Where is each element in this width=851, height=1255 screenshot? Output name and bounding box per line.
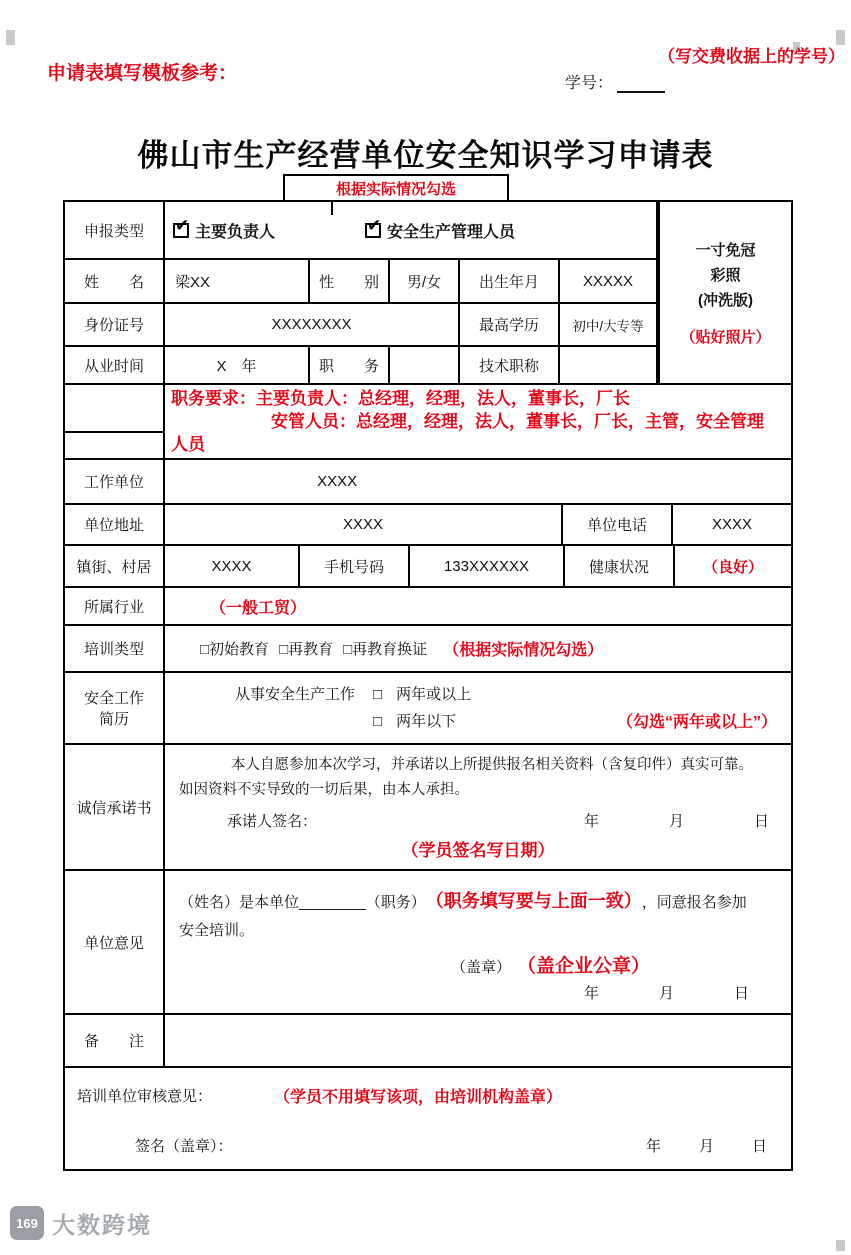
gender-label: 性 别	[310, 260, 390, 304]
requirement-line3: 人员	[171, 435, 205, 454]
unit-opinion-hint: （职务填写要与上面一致）	[425, 891, 642, 911]
resume-options	[373, 681, 471, 735]
unit-opinion-line1	[179, 887, 777, 913]
unit-opinion-label: 单位意见	[65, 871, 165, 1015]
day-label: 日	[733, 985, 749, 1002]
watermark	[10, 1206, 152, 1240]
resume-option-2: 两年以下	[396, 713, 457, 730]
unchecked-checkbox-icon[interactable]: □	[373, 686, 383, 703]
row-review	[65, 1068, 791, 1169]
name-value[interactable]: 梁XX	[165, 260, 310, 304]
seal-row	[451, 951, 777, 978]
id-label: 身份证号	[65, 304, 165, 347]
declare-type-label: 申报类型	[65, 202, 165, 260]
row-promise	[65, 745, 791, 871]
unit-opinion-content	[165, 871, 791, 1015]
declare-type-options	[165, 202, 658, 260]
row-town	[65, 546, 791, 588]
resume-option-row	[373, 708, 471, 735]
training-option-renewal[interactable]: □再教育换证	[343, 641, 428, 658]
tech-title-label: 技术职称	[460, 347, 560, 385]
training-option-initial[interactable]: □初始教育	[200, 641, 270, 658]
student-no-hint: （写交费收据上的学号）	[658, 47, 845, 66]
promise-hint: （学员签名写日期）	[401, 840, 555, 860]
position-requirements	[165, 385, 791, 460]
month-label: 月	[658, 985, 674, 1002]
review-hint: （学员不用填写该项，由培训机构盖章）	[274, 1089, 563, 1106]
industry-label: 所属行业	[65, 588, 165, 626]
review-sign-label[interactable]: 签名（盖章）：	[135, 1138, 233, 1155]
work-unit-label: 工作单位	[65, 460, 165, 505]
month-label: 月	[698, 1138, 714, 1155]
requirement-line2: 安管人员：总经理，经理，法人，董事长，厂长，主管，安全管理	[271, 412, 764, 431]
left-empty-column	[65, 385, 165, 460]
resume-option-row	[373, 681, 471, 708]
photo-text-line3: (冲洗版)	[698, 291, 753, 309]
unit-phone-value[interactable]: XXXX	[673, 505, 791, 546]
mobile-label: 手机号码	[300, 546, 410, 588]
promise-line2: 如因资料不实导致的一切后果，由本人承担。	[179, 781, 469, 798]
remarks-value[interactable]	[165, 1015, 791, 1068]
seal-label: （盖章）	[451, 959, 512, 976]
id-value[interactable]: XXXXXXXX	[165, 304, 460, 347]
callout-box: 根据实际情况勾选	[283, 174, 509, 202]
photo-text-line1: 一寸免冠	[695, 241, 756, 259]
resume-prefix: 从事安全生产工作	[235, 686, 356, 703]
seal-hint: （盖企业公章）	[517, 956, 651, 977]
work-unit-value-cell	[165, 460, 791, 505]
resume-hint: （勾选“两年或以上”）	[616, 714, 777, 731]
promise-line1: 本人自愿参加本次学习，并承诺以上所提供报名相关资料（含复印件）真实可靠。	[231, 756, 753, 773]
education-label: 最高学历	[460, 304, 560, 347]
review-date-fields	[646, 1135, 779, 1156]
row-training-type	[65, 626, 791, 673]
safety-resume-content	[165, 673, 791, 745]
photo-text-line2: 彩照	[710, 266, 741, 284]
tech-title-value[interactable]	[560, 347, 658, 385]
unit-opinion-part3: 安全培训。	[179, 922, 255, 939]
health-value[interactable]: （良好）	[675, 546, 791, 588]
month-label: 月	[668, 812, 684, 830]
position-value[interactable]	[390, 347, 460, 385]
declare-option-1-label: 主要负责人	[195, 223, 276, 241]
promise-sign-label[interactable]: 承诺人签名：	[227, 812, 318, 830]
row-work-unit	[65, 460, 791, 505]
watermark-text: 大数跨境	[52, 1211, 152, 1238]
review-content	[65, 1068, 791, 1169]
name-label: 姓 名	[65, 260, 165, 304]
remarks-label: 备 注	[65, 1015, 165, 1068]
year-label: 年	[583, 985, 599, 1002]
training-type-hint: （根据实际情况勾选）	[443, 642, 604, 659]
training-option-retraining[interactable]: □再教育	[279, 641, 334, 658]
declare-option-2-label: 安全生产管理人员	[387, 223, 516, 241]
row-unit-opinion	[65, 871, 791, 1015]
row-remarks	[65, 1015, 791, 1068]
day-label: 日	[751, 1138, 767, 1155]
address-label: 单位地址	[65, 505, 165, 546]
year-label: 年	[645, 1138, 661, 1155]
promise-sign-row	[179, 810, 777, 831]
review-sign-row	[77, 1135, 779, 1156]
worktime-value[interactable]: X 年	[165, 347, 310, 385]
education-value[interactable]: 初中/大专等	[560, 304, 658, 347]
scan-artifact	[6, 30, 15, 45]
row-safety-resume	[65, 673, 791, 745]
form-title: 佛山市生产经营单位安全知识学习申请表	[137, 138, 714, 173]
town-value[interactable]: XXXX	[165, 546, 300, 588]
address-value[interactable]: XXXX	[165, 505, 563, 546]
worktime-label: 从业时间	[65, 347, 165, 385]
application-form-table	[63, 200, 793, 1171]
review-line1	[77, 1084, 779, 1107]
mobile-value[interactable]: 133XXXXXX	[410, 546, 565, 588]
position-label: 职 务	[310, 347, 390, 385]
unit-opinion-part1: （姓名）是本单位________（职务）	[179, 894, 426, 911]
birth-label: 出生年月	[460, 260, 560, 304]
declare-option-safety-manager[interactable]	[365, 215, 516, 242]
requirement-line1: 职务要求：主要负责人：总经理，经理，法人，董事长，厂长	[171, 389, 630, 408]
photo-hint: （贴好照片）	[680, 328, 771, 346]
promise-date-fields	[584, 810, 777, 831]
promise-label: 诚信承诺书	[65, 745, 165, 871]
review-label: 培训单位审核意见：	[77, 1088, 213, 1105]
row-address	[65, 505, 791, 546]
birth-value[interactable]: XXXXX	[560, 260, 658, 304]
safety-resume-label	[65, 673, 165, 745]
student-no-field[interactable]	[617, 77, 665, 93]
promise-content	[165, 745, 791, 871]
checked-checkbox-icon[interactable]: ✔	[365, 223, 381, 238]
year-label: 年	[583, 812, 599, 830]
declare-option-main-responsible[interactable]	[173, 215, 276, 242]
training-type-options	[165, 626, 791, 673]
unchecked-checkbox-icon[interactable]: □	[373, 713, 383, 730]
row-position-requirements	[65, 385, 791, 460]
unit-phone-label: 单位电话	[563, 505, 673, 546]
day-label: 日	[753, 812, 769, 830]
safety-resume-label-line2: 简历	[98, 711, 129, 728]
training-type-label: 培训类型	[65, 626, 165, 673]
unit-opinion-date-fields	[179, 982, 777, 1003]
work-unit-value[interactable]: XXXX	[317, 473, 358, 490]
health-label: 健康状况	[565, 546, 675, 588]
template-reference-note: 申请表填写模板参考：	[47, 63, 238, 84]
gender-value[interactable]: 男/女	[390, 260, 460, 304]
empty-cell	[65, 433, 163, 458]
resume-option-1: 两年或以上	[396, 686, 472, 703]
student-no-label: 学号：	[565, 75, 614, 92]
callout-connector	[331, 202, 333, 215]
unit-opinion-part2: ，同意报名参加	[641, 894, 747, 911]
town-label: 镇街、村居	[65, 546, 165, 588]
industry-value-cell	[165, 588, 791, 626]
empty-cell	[65, 385, 163, 433]
row-industry	[65, 588, 791, 626]
photo-cell	[658, 202, 791, 385]
scan-artifact	[836, 1240, 845, 1251]
industry-value[interactable]: （一般工贸）	[210, 599, 307, 617]
student-no-row	[565, 70, 665, 93]
safety-resume-label-line1: 安全工作	[83, 690, 144, 707]
watermark-logo-icon: 169	[10, 1206, 44, 1240]
checked-checkbox-icon[interactable]: ✔	[173, 223, 189, 238]
